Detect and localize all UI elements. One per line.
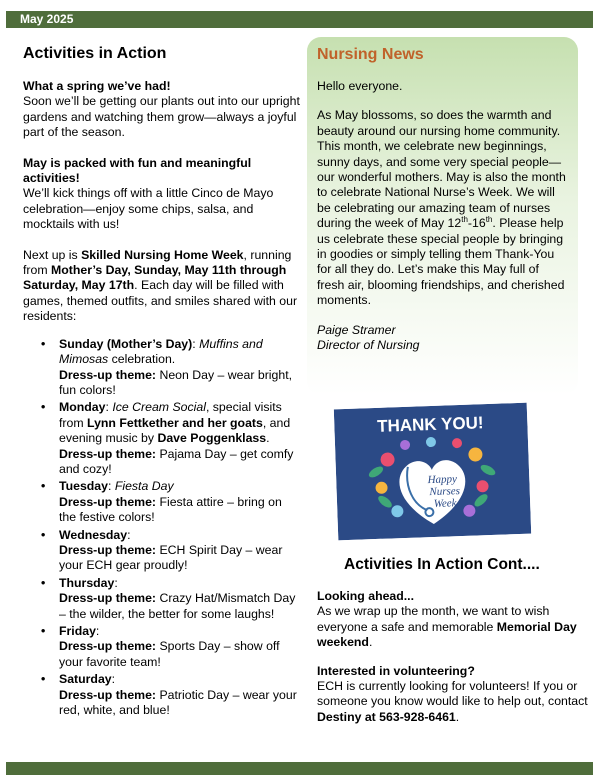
text-span: As we wrap up the month, we want to wish everyone a safe and memorable: [317, 604, 550, 634]
dress-label: Dress-up theme:: [59, 639, 157, 654]
text-span: .: [368, 635, 373, 650]
activities-column: [23, 44, 301, 720]
day-event: Muffins and Mimosas: [59, 336, 263, 367]
superscript: th: [461, 215, 468, 225]
text-span: :: [105, 400, 113, 415]
nursing-news-title: Nursing News: [317, 46, 424, 63]
text-span: :: [95, 624, 100, 638]
text-span: :: [127, 527, 131, 542]
day-name: Monday: [59, 400, 106, 415]
day-theme: Fiesta attire – bring on the festive colors!: [59, 494, 282, 525]
day-item-monday: [59, 400, 301, 477]
day-theme: Pajama Day – get comfy and cozy!: [59, 446, 294, 476]
dress-label: Dress-up theme:: [59, 494, 157, 509]
superscript: th: [485, 215, 493, 225]
text-bold: Lynn Fettkether and her goats: [87, 415, 263, 430]
day-event: Fiesta Day: [114, 479, 174, 494]
dress-label: Dress-up theme:: [59, 591, 157, 606]
nurses-text: Nurses: [429, 485, 461, 499]
volunteer-paragraph: [317, 664, 592, 726]
text-span: , and evening music by: [59, 415, 291, 446]
nursing-news-box: [307, 37, 578, 395]
activities-cont-title: Activities In Action Cont....: [344, 556, 540, 573]
thank-you-nurses-card: [334, 403, 531, 541]
text-span: celebration.: [108, 352, 176, 367]
signature-name: Paige Stramer: [317, 322, 396, 337]
text-bold: Memorial Day weekend: [317, 619, 577, 650]
may-text: We’ll kick things off with a little Cinco de Mayo celebration—enjoy some chips, salsa, and mocktails with us!: [23, 186, 274, 232]
spring-heading: What a spring we’ve had!: [23, 79, 171, 93]
day-name: Wednesday: [59, 527, 128, 542]
week-text: Week: [433, 497, 457, 510]
dress-label: Dress-up theme:: [59, 542, 157, 557]
day-list: [23, 337, 301, 719]
text-span: :: [114, 575, 118, 590]
activities-continued: [317, 555, 592, 738]
text-bold: Skilled Nursing Home Week: [81, 247, 244, 262]
day-name: Thursday: [59, 575, 115, 590]
text-span: , special visits from: [59, 400, 282, 430]
day-name: Sunday (Mother’s Day): [59, 336, 193, 351]
text-span: . Each day will be filled with games, themed outfits, and smiles shared with our residents:: [23, 278, 298, 324]
news-greeting: Hello everyone.: [317, 79, 403, 93]
may-heading: May is packed with fun and meaningful activities!: [23, 155, 252, 186]
nursing-news-column: [307, 37, 578, 395]
day-item-thursday: [59, 576, 301, 622]
text-span: :: [111, 672, 116, 687]
day-theme: Patriotic Day – wear your red, white, and blue!: [59, 687, 297, 718]
dress-label: Dress-up theme:: [59, 367, 157, 382]
nursing-week-paragraph: [23, 248, 301, 325]
text-span: . Please help us celebrate these special people by bringing in goodies or simply telling them Thank-You for all they do. Let’s make this May full of fresh air, blooming friendships, and cherished moments.: [317, 216, 565, 308]
text-span: .: [455, 709, 460, 724]
day-name: Tuesday: [59, 479, 108, 494]
spring-paragraph: [23, 79, 301, 141]
day-item-tuesday: [59, 479, 301, 525]
day-theme: Crazy Hat/Mismatch Day – the wilder, the better for some laughs!: [59, 591, 296, 621]
looking-ahead-heading: Looking ahead...: [317, 589, 415, 603]
may-paragraph: [23, 156, 301, 233]
activities-title: Activities in Action: [23, 45, 167, 62]
looking-ahead-paragraph: [317, 589, 592, 651]
dress-label: Dress-up theme:: [59, 446, 157, 461]
day-theme: Sports Day – show off your favorite team!: [59, 639, 280, 669]
day-theme: Neon Day – wear bright, fun colors!: [59, 367, 293, 397]
text-span: :: [107, 479, 115, 494]
day-name: Friday: [59, 624, 96, 638]
text-span: :: [192, 336, 200, 351]
day-name: Saturday: [59, 672, 112, 687]
header-bar: [6, 11, 593, 28]
happy-text: Happy: [427, 473, 458, 487]
day-item-sunday: [59, 337, 301, 399]
day-event: Ice Cream Social: [112, 400, 206, 415]
text-span: -16: [467, 216, 486, 231]
dress-label: Dress-up theme:: [59, 687, 157, 702]
spring-text: Soon we’ll be getting our plants out into our upright gardens and watching them grow—always a joyful part of the season.: [23, 94, 300, 140]
issue-date: May 2025: [20, 12, 74, 26]
text-bold: Mother’s Day, Sunday, May 11th through Saturday, May 17th: [23, 263, 287, 293]
contact-info: Destiny at 563-928-6461: [317, 709, 456, 724]
text-span: , running from: [23, 247, 292, 278]
news-body: [317, 108, 568, 308]
footer-bar: [6, 762, 593, 775]
day-item-friday: [59, 624, 301, 670]
signature: [317, 323, 568, 354]
text-span: ECH is currently looking for volunteers! If you or someone you know would like to help out, contact: [317, 679, 588, 709]
volunteer-heading: Interested in volunteering?: [317, 663, 475, 678]
text-span: Next up is: [23, 247, 82, 262]
signature-title: Director of Nursing: [317, 338, 420, 353]
day-item-wednesday: [59, 528, 301, 574]
day-item-saturday: [59, 672, 301, 718]
day-theme: ECH Spirit Day – wear your ECH gear proudly!: [59, 542, 283, 573]
text-span: .: [266, 431, 270, 446]
text-span: As May blossoms, so does the warmth and beauty around our nursing home community. This month, we celebrate new beginnings, sunny days, and some very special people—our wonderful mothers. May is also the month to celebrate National Nurse’s Week. We will be celebrating our amazing team of nurses during the week of May 12: [317, 108, 566, 231]
text-bold: Dave Poggenklass: [157, 431, 267, 446]
thank-you-text: THANK YOU!: [376, 413, 484, 436]
